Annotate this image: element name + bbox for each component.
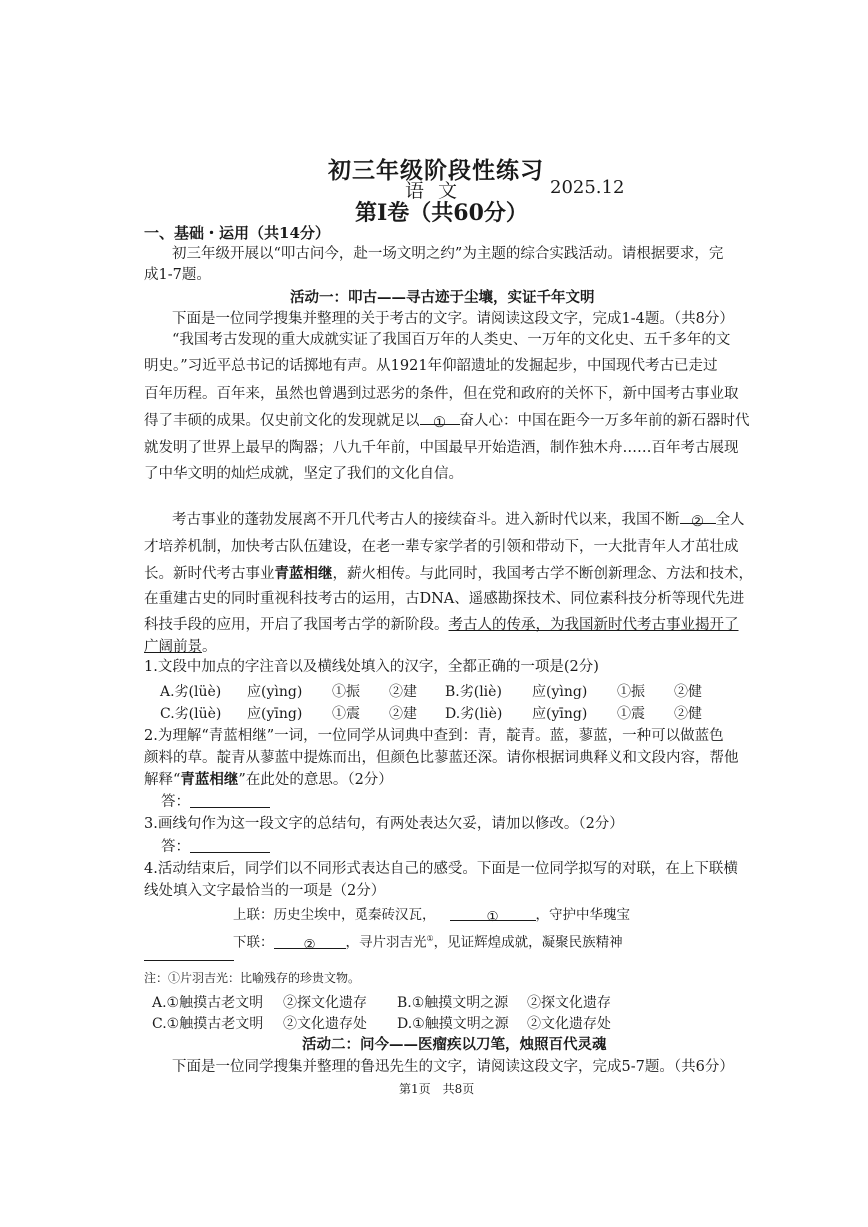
couplet-text: ，见证辉煌成就，凝聚民族精神 xyxy=(433,934,623,951)
activity-intro: 下面是一位同学搜集并整理的关于考古的文字。请阅读这段文字，完成1-4题。（共8分） xyxy=(172,311,734,327)
q1-option-d-d: ②健 xyxy=(674,706,702,722)
question-2-line: 2.为理解“青蓝相继”一词，一位同学从词典中查到：青，靛青。蓝，蓼蓝，一种可以做蓝色 xyxy=(144,728,724,744)
question-3-stem: 3.画线句作为这一段文字的总结句，有两处表达欠妥，请加以修改。（2分） xyxy=(144,816,624,832)
passage-line xyxy=(172,507,745,534)
answer-label: 答： xyxy=(161,839,190,855)
exam-title: 初三年级阶段性练习 xyxy=(328,157,544,184)
passage-text: ，薪火相传。与此同时，我国考古学不断创新理念、方法和技术， xyxy=(332,566,753,582)
q4-option-b: B.①触摸文明之源 xyxy=(397,995,509,1011)
couplet-blank-2 xyxy=(274,934,346,953)
key-phrase: 青蓝相继 xyxy=(180,771,239,788)
passage-line: 就发明了世界上最早的陶器；八九千年前，中国最早开始造酒，制作独木舟……百年考古展现 xyxy=(144,440,739,456)
q1-option-c-c: ①震 xyxy=(332,706,360,722)
q1-option-c-d: ②建 xyxy=(389,706,417,722)
volume-title: 第Ⅰ卷（共60分） xyxy=(355,200,528,226)
section-heading: 一、基础・运用（共14分） xyxy=(144,224,330,242)
q4-option-c: C.①触摸古老文明 xyxy=(152,1016,264,1032)
question-2-answer[interactable] xyxy=(161,791,270,813)
passage-text: 得了丰硕的成果。仅史前文化的发现就足以 xyxy=(144,413,420,429)
question-3-answer[interactable] xyxy=(161,836,270,858)
answer-line[interactable] xyxy=(190,838,270,853)
passage-line xyxy=(144,408,750,435)
underlined-sentence: 考古人的传承，为我国新时代考古事业揭开了 xyxy=(448,617,739,633)
footnote-divider xyxy=(144,960,234,961)
activity-title: 活动二：问今——医瘤疾以刀笔，烛照百代灵魂 xyxy=(302,1036,607,1053)
passage-line: 百年历程。百年来，虽然也曾遇到过恶劣的条件，但在党和政府的关怀下，新中国考古事业取 xyxy=(144,386,739,402)
q1-option-b-d: ②健 xyxy=(674,684,702,700)
passage-text: 长。新时代考古事业 xyxy=(144,566,275,582)
question-1-stem: 1.文段中加点的字注音以及横线处填入的汉字，全都正确的一项是(2分) xyxy=(144,659,599,675)
couplet-text: ，守护中华瑰宝 xyxy=(535,907,630,923)
q4-option-c-part2: ②文化遗存处 xyxy=(283,1016,367,1032)
q1-option-a-label: A.劣(lüè) xyxy=(160,684,222,700)
passage-text: 科技手段的应用，开启了我国考古学的新阶段。 xyxy=(144,617,449,633)
q1-option-c-b: 应(yīng) xyxy=(247,706,303,722)
blank-number: ② xyxy=(303,936,316,953)
answer-line[interactable] xyxy=(190,793,270,808)
question-4-line: 线处填入文字最恰当的一项是（2分） xyxy=(144,883,386,899)
q4-option-a-part2: ②探文化遗存 xyxy=(283,995,367,1011)
exam-date: 2025.12 xyxy=(550,177,625,198)
q1-option-c-label: C.劣(lüè) xyxy=(160,706,222,722)
couplet-text: ，寻片羽吉光 xyxy=(345,934,427,951)
passage-text: 奋人心：中国在距今一万多年前的新石器时代 xyxy=(459,413,750,429)
q1-option-d-label: D.劣(liè) xyxy=(445,706,503,722)
question-2-line: 颜料的草。靛青从蓼蓝中提炼而出，但颜色比蓼蓝还深。请你根据词典释义和文段内容，帮他 xyxy=(144,750,739,766)
passage-line: “我国考古发现的重大成就实证了我国百万年的人类史、一万年的文化史、五千多年的文 xyxy=(172,332,731,348)
passage-line xyxy=(144,560,753,588)
q1-option-a-d: ②建 xyxy=(389,684,417,700)
q1-option-b-label: B.劣(liè) xyxy=(445,684,502,700)
passage-line xyxy=(144,612,739,639)
passage-text: 考古事业的蓬勃发展离不开几代考古人的接续奋斗。进入新时代以来，我国不断 xyxy=(172,512,680,528)
question-text: 解释“ xyxy=(144,772,181,788)
answer-label: 答： xyxy=(161,794,190,810)
key-phrase: 青蓝相继 xyxy=(274,565,333,582)
q1-option-d-c: ①震 xyxy=(617,706,645,722)
section-intro-line: 初三年级开展以“叩古问今，赴一场文明之约”为主题的综合实践活动。请根据要求，完 xyxy=(172,246,724,262)
q4-option-d-part2: ②文化遗存处 xyxy=(527,1016,611,1032)
couplet-text: 下联： xyxy=(233,934,274,951)
q1-option-b-b: 应(yìng) xyxy=(532,684,588,700)
passage-line: 明史。”习近平总书记的话掷地有声。从1921年仰韶遗址的发掘起步，中国现代考古已走过 xyxy=(144,358,718,374)
q4-option-b-part2: ②探文化遗存 xyxy=(527,995,611,1011)
footnote: 注：①片羽吉光：比喻残存的珍贵文物。 xyxy=(144,971,361,985)
activity-intro: 下面是一位同学搜集并整理的鲁迅先生的文字，请阅读这段文字，完成5-7题。（共6分） xyxy=(172,1059,734,1075)
passage-line: 了中华文明的灿烂成就，坚定了我们的文化自信。 xyxy=(144,466,463,482)
blank-number: ② xyxy=(691,514,704,530)
underlined-sentence: 广阔前景 xyxy=(144,639,202,655)
fill-blank-1 xyxy=(420,410,460,431)
couplet-lower xyxy=(233,928,623,954)
activity-title: 活动一：叩古——寻古迹于尘壤，实证千年文明 xyxy=(290,289,595,306)
couplet-text: 上联：历史尘埃中，觅秦砖汉瓦， xyxy=(233,907,436,923)
passage-text: 全人 xyxy=(715,512,745,528)
page-number: 第1页 共8页 xyxy=(399,1082,475,1096)
question-4-line: 4.活动结束后，同学们以不同形式表达自己的感受。下面是一位同学拟写的对联，在上下联横 xyxy=(144,861,738,877)
question-2-line xyxy=(144,769,393,791)
q4-option-d: D.①触摸文明之源 xyxy=(397,1016,509,1032)
section-intro-line: 成1-7题。 xyxy=(144,267,211,283)
passage-line: 在重建古史的同时重视科技考古的运用，古DNA、遥感勘探技术、同位素科技分析等现代先进 xyxy=(144,591,745,607)
blank-number: ① xyxy=(433,415,446,431)
couplet-upper xyxy=(233,904,630,926)
q1-option-a-b: 应(yìng) xyxy=(247,684,303,700)
q1-option-a-c: ①振 xyxy=(332,684,360,700)
q4-option-a: A.①触摸古老文明 xyxy=(152,995,264,1011)
footnote-marker: ① xyxy=(426,934,434,943)
subject-label: 语文 xyxy=(405,180,472,202)
passage-text: 。 xyxy=(202,639,217,655)
question-text: ”在此处的意思。（2分） xyxy=(238,772,393,788)
couplet-blank-1 xyxy=(450,906,536,925)
q1-option-b-c: ①振 xyxy=(617,684,645,700)
passage-line: 才培养机制，加快考古队伍建设，在老一辈专家学者的引领和带动下，一大批青年人才茁壮成 xyxy=(144,539,739,555)
fill-blank-2 xyxy=(680,509,716,530)
blank-number: ① xyxy=(486,909,499,925)
q1-option-d-b: 应(yīng) xyxy=(532,706,588,722)
